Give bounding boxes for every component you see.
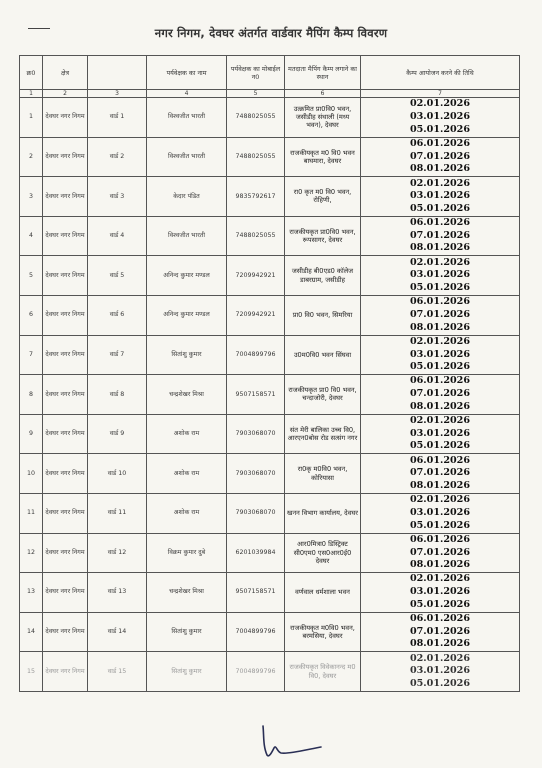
area-cell: देवघर नगर निगम xyxy=(43,533,88,573)
location-cell: प्रा0 वि0 भवन, सिमरिया xyxy=(285,295,361,335)
header-area: क्षेत्र xyxy=(43,56,88,90)
dates-cell xyxy=(361,295,520,335)
serial-cell: 9 xyxy=(20,414,43,454)
table-row xyxy=(20,414,520,454)
mobile-cell: 9507158571 xyxy=(227,573,285,613)
camp-date: 08.01.2026 xyxy=(409,479,471,491)
table-row xyxy=(20,335,520,375)
ward-cell: वार्ड 3 xyxy=(88,177,147,217)
column-number: 3 xyxy=(88,90,147,98)
location-cell: वर्णवाल धर्मशाला भवन xyxy=(285,573,361,613)
camp-date: 06.01.2026 xyxy=(409,296,471,308)
location-cell: रा0 कृत म0 वि0 भवन, रोहिणी, xyxy=(285,177,361,217)
mobile-cell: 7004899796 xyxy=(227,652,285,692)
dates-cell xyxy=(361,493,520,533)
camp-date: 02.01.2026 xyxy=(409,652,471,664)
camp-date: 03.01.2026 xyxy=(409,190,471,202)
supervisor-cell: अनिन्द कुमार मण्डल xyxy=(147,256,227,296)
column-number: 4 xyxy=(147,90,227,98)
camp-date: 03.01.2026 xyxy=(409,348,471,360)
table-header-row xyxy=(20,56,520,90)
supervisor-cell: विश्वजीत भारती xyxy=(147,137,227,177)
camp-date: 05.01.2026 xyxy=(409,123,471,135)
supervisor-cell: विश्वजीत भारती xyxy=(147,216,227,256)
area-cell: देवघर नगर निगम xyxy=(43,375,88,415)
serial-cell: 10 xyxy=(20,454,43,494)
area-cell: देवघर नगर निगम xyxy=(43,454,88,494)
camp-date: 02.01.2026 xyxy=(409,573,471,585)
camp-schedule-table xyxy=(19,55,520,692)
dates-cell xyxy=(361,533,520,573)
camp-date: 02.01.2026 xyxy=(409,177,471,189)
location-cell: रा0कृ म0वि0 भवन, कोरियासा xyxy=(285,454,361,494)
column-number: 7 xyxy=(361,90,520,98)
serial-cell: 11 xyxy=(20,493,43,533)
mobile-cell: 6201039984 xyxy=(227,533,285,573)
supervisor-cell: अशोक राम xyxy=(147,454,227,494)
table-row xyxy=(20,493,520,533)
dates-cell xyxy=(361,216,520,256)
dates-cell xyxy=(361,177,520,217)
ward-cell: वार्ड 7 xyxy=(88,335,147,375)
location-cell: संत मेरी बालिका उच्च वि0, आरएन0बोस रोड सत्संग नगर xyxy=(285,414,361,454)
dates-cell xyxy=(361,454,520,494)
serial-cell: 8 xyxy=(20,375,43,415)
camp-date: 05.01.2026 xyxy=(409,519,471,531)
camp-date: 06.01.2026 xyxy=(409,137,471,149)
camp-date: 02.01.2026 xyxy=(409,415,471,427)
mobile-cell: 9507158571 xyxy=(227,375,285,415)
serial-cell: 6 xyxy=(20,295,43,335)
supervisor-cell: सितांशु कुमार xyxy=(147,612,227,652)
location-cell: उत्क्रमित प्रा0वि0 भवन, जसीडीह संथाली (मध्य भवन), देवघर xyxy=(285,98,361,138)
camp-date: 07.01.2026 xyxy=(409,625,471,637)
camp-date: 08.01.2026 xyxy=(409,559,471,571)
ward-cell: वार्ड 4 xyxy=(88,216,147,256)
supervisor-cell: अशोक राम xyxy=(147,493,227,533)
serial-cell: 5 xyxy=(20,256,43,296)
camp-date: 07.01.2026 xyxy=(409,388,471,400)
supervisor-cell: सितांशु कुमार xyxy=(147,335,227,375)
table-row xyxy=(20,177,520,217)
table-row xyxy=(20,454,520,494)
camp-date: 03.01.2026 xyxy=(409,506,471,518)
dates-cell xyxy=(361,335,520,375)
camp-date: 05.01.2026 xyxy=(409,677,471,689)
table-row xyxy=(20,375,520,415)
ward-cell: वार्ड 15 xyxy=(88,652,147,692)
mobile-cell: 7903068070 xyxy=(227,414,285,454)
serial-cell: 2 xyxy=(20,137,43,177)
dates-cell xyxy=(361,98,520,138)
serial-cell: 12 xyxy=(20,533,43,573)
table-row xyxy=(20,612,520,652)
supervisor-cell: विश्वजीत भारती xyxy=(147,98,227,138)
camp-date: 05.01.2026 xyxy=(409,202,471,214)
column-number: 2 xyxy=(43,90,88,98)
supervisor-cell: केदार पंडित xyxy=(147,177,227,217)
location-cell: आर0मित्रा0 डिस्ट्रिक्ट सी0एम0 एस0आर0ई0 देवघर xyxy=(285,533,361,573)
column-number: 5 xyxy=(227,90,285,98)
supervisor-cell: सितांशु कुमार xyxy=(147,652,227,692)
ward-cell: वार्ड 8 xyxy=(88,375,147,415)
area-cell: देवघर नगर निगम xyxy=(43,414,88,454)
page-title: नगर निगम, देवघर अंतर्गत वार्डवार मैपिंग कैम्प विवरण xyxy=(154,26,388,40)
area-cell: देवघर नगर निगम xyxy=(43,256,88,296)
dates-cell xyxy=(361,256,520,296)
area-cell: देवघर नगर निगम xyxy=(43,137,88,177)
serial-cell: 7 xyxy=(20,335,43,375)
location-cell: खनन विभाग कार्यालय, देवघर xyxy=(285,493,361,533)
camp-date: 07.01.2026 xyxy=(409,229,471,241)
camp-date: 03.01.2026 xyxy=(409,586,471,598)
camp-date: 07.01.2026 xyxy=(409,467,471,479)
supervisor-cell: अशोक राम xyxy=(147,414,227,454)
mobile-cell: 7004899796 xyxy=(227,612,285,652)
column-number: 1 xyxy=(20,90,43,98)
column-number-row xyxy=(20,90,520,98)
table-row xyxy=(20,256,520,296)
location-cell: राजकीयकृत म0वि0 भवन, बरमसिया, देवघर xyxy=(285,612,361,652)
camp-date: 02.01.2026 xyxy=(409,335,471,347)
mobile-cell: 9835792617 xyxy=(227,177,285,217)
serial-cell: 3 xyxy=(20,177,43,217)
dates-cell xyxy=(361,612,520,652)
table-row xyxy=(20,137,520,177)
camp-date: 08.01.2026 xyxy=(409,242,471,254)
table-row xyxy=(20,216,520,256)
location-cell: उ0म0वि0 भवन सिंघवा xyxy=(285,335,361,375)
area-cell: देवघर नगर निगम xyxy=(43,335,88,375)
dates-cell xyxy=(361,414,520,454)
area-cell: देवघर नगर निगम xyxy=(43,652,88,692)
area-cell: देवघर नगर निगम xyxy=(43,177,88,217)
signature-mark xyxy=(255,722,325,762)
serial-cell: 15 xyxy=(20,652,43,692)
camp-date: 02.01.2026 xyxy=(409,256,471,268)
ward-cell: वार्ड 5 xyxy=(88,256,147,296)
header-supervisor: पर्यवेक्षक का नाम xyxy=(147,56,227,90)
ward-cell: वार्ड 2 xyxy=(88,137,147,177)
camp-date: 08.01.2026 xyxy=(409,321,471,333)
mobile-cell: 7209942921 xyxy=(227,295,285,335)
area-cell: देवघर नगर निगम xyxy=(43,612,88,652)
camp-date: 05.01.2026 xyxy=(409,440,471,452)
location-cell: राजकीयकृत म0 वि0 भवन बाघमारा, देवघर xyxy=(285,137,361,177)
serial-cell: 13 xyxy=(20,573,43,613)
camp-date: 03.01.2026 xyxy=(409,665,471,677)
supervisor-cell: चन्द्रशेखर मिश्रा xyxy=(147,573,227,613)
ward-cell: वार्ड 9 xyxy=(88,414,147,454)
camp-date: 07.01.2026 xyxy=(409,546,471,558)
camp-date: 05.01.2026 xyxy=(409,361,471,373)
table-row xyxy=(20,295,520,335)
area-cell: देवघर नगर निगम xyxy=(43,573,88,613)
location-cell: राजकीयकृत प्रा0वि0 भवन, रूपसागर, देवघर xyxy=(285,216,361,256)
camp-date: 06.01.2026 xyxy=(409,533,471,545)
dates-cell xyxy=(361,573,520,613)
header-ward xyxy=(88,56,147,90)
camp-date: 06.01.2026 xyxy=(409,375,471,387)
camp-date: 03.01.2026 xyxy=(409,110,471,122)
camp-date: 06.01.2026 xyxy=(409,613,471,625)
camp-date: 03.01.2026 xyxy=(409,427,471,439)
mobile-cell: 7488025055 xyxy=(227,137,285,177)
table-row xyxy=(20,652,520,692)
supervisor-cell: विक्रम कुमार दुबे xyxy=(147,533,227,573)
location-cell: राजकीयकृत प्रा0 वि0 भवन, चन्दाजोरी, देवघर xyxy=(285,375,361,415)
header-mobile: पर्यवेक्षक का मोबाईल न0 xyxy=(227,56,285,90)
camp-date: 07.01.2026 xyxy=(409,150,471,162)
serial-cell: 14 xyxy=(20,612,43,652)
camp-date: 05.01.2026 xyxy=(409,282,471,293)
camp-date: 06.01.2026 xyxy=(409,217,471,229)
supervisor-cell: चन्द्रशेखर मिश्रा xyxy=(147,375,227,415)
area-cell: देवघर नगर निगम xyxy=(43,295,88,335)
camp-date: 05.01.2026 xyxy=(409,598,471,610)
mobile-cell: 7209942921 xyxy=(227,256,285,296)
camp-date: 03.01.2026 xyxy=(409,269,471,281)
header-serial: क्र0 xyxy=(20,56,43,90)
mobile-cell: 7488025055 xyxy=(227,98,285,138)
mobile-cell: 7903068070 xyxy=(227,493,285,533)
table-row xyxy=(20,98,520,138)
mobile-cell: 7488025055 xyxy=(227,216,285,256)
location-cell: राजकीयकृत विवेकानन्द म0 वि0, देवघर xyxy=(285,652,361,692)
camp-date: 02.01.2026 xyxy=(409,98,471,110)
area-cell: देवघर नगर निगम xyxy=(43,98,88,138)
camp-date: 07.01.2026 xyxy=(409,308,471,320)
area-cell: देवघर नगर निगम xyxy=(43,493,88,533)
ward-cell: वार्ड 1 xyxy=(88,98,147,138)
mobile-cell: 7004899796 xyxy=(227,335,285,375)
serial-cell: 1 xyxy=(20,98,43,138)
header-dates: कैम्प आयोजन करने की तिथि xyxy=(361,56,520,90)
header-location: मतदाता मैपिंग कैम्प लगाने का स्थान xyxy=(285,56,361,90)
supervisor-cell: अनिन्द कुमार मण्डल xyxy=(147,295,227,335)
dates-cell xyxy=(361,137,520,177)
serial-cell: 4 xyxy=(20,216,43,256)
camp-date: 08.01.2026 xyxy=(409,400,471,412)
area-cell: देवघर नगर निगम xyxy=(43,216,88,256)
ward-cell: वार्ड 6 xyxy=(88,295,147,335)
ward-cell: वार्ड 10 xyxy=(88,454,147,494)
column-number: 6 xyxy=(285,90,361,98)
camp-date: 02.01.2026 xyxy=(409,494,471,506)
location-cell: जसीडीह बी0एड0 कॉलेज डाबरग्राम, जसीडीह xyxy=(285,256,361,296)
ward-cell: वार्ड 14 xyxy=(88,612,147,652)
camp-date: 06.01.2026 xyxy=(409,454,471,466)
camp-date: 08.01.2026 xyxy=(409,163,471,175)
camp-date: 08.01.2026 xyxy=(409,638,471,650)
dates-cell xyxy=(361,652,520,692)
ward-cell: वार्ड 13 xyxy=(88,573,147,613)
ward-cell: वार्ड 12 xyxy=(88,533,147,573)
mobile-cell: 7903068070 xyxy=(227,454,285,494)
dates-cell xyxy=(361,375,520,415)
table-row xyxy=(20,573,520,613)
ward-cell: वार्ड 11 xyxy=(88,493,147,533)
table-row xyxy=(20,533,520,573)
